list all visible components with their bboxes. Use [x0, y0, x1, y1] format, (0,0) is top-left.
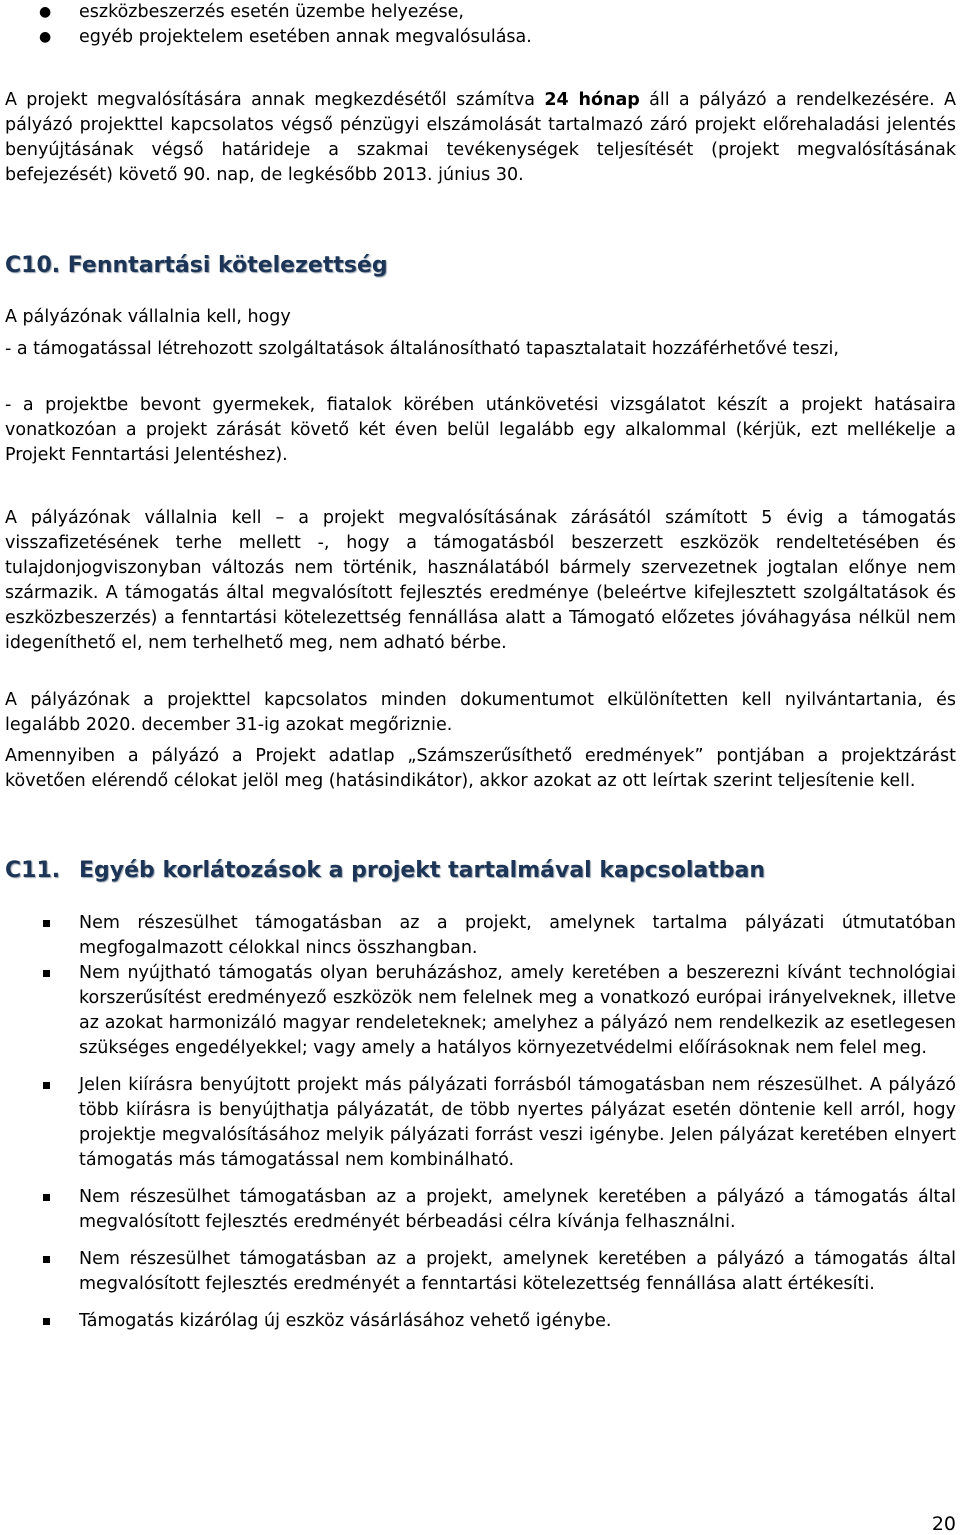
- list-item-text: Nem nyújtható támogatás olyan beruházáshoz, amely keretében a beszerezni kívánt technológiai korszerűsítést eredményező eszközök nem felelnek meg a vonatkozó európai irányelveknek, illetve az azokat harmonizáló magyar rendeleteknek; amelyhez a pályázó nem rendelkezik az esetlegesen szükséges engedélyekkel; vagy amely a hatályos környezetvédelmi előírásoknak nem felel meg.: [79, 963, 956, 1058]
- section-title: Egyéb korlátozások a projekt tartalmával kapcsolatban: [79, 858, 766, 883]
- duration-text-end: áll a pályázó a rendelkezésére. A pályázó projekttel kapcsolatos végső pénzügyi elszámolását tartalmazó záró projekt előrehaladási jelentés benyújtásának végső határideje a szakmai tevékenységek teljesítését (projekt megvalósításának befejezését) követő 90. nap, de legkésőbb 2013. június 30.: [5, 90, 956, 185]
- square-bullet-icon: [43, 970, 50, 977]
- section-number: C10.: [5, 253, 61, 278]
- c10-paragraph: Amennyiben a pályázó a Projekt adatlap „Számszerűsíthető eredmények” pontjában a projektzárást követően elérendő célokat jelöl meg (hatásindikátor), akkor azokat az ott leírtak szerint teljesítenie kell.: [5, 746, 956, 791]
- square-bullet-icon: [43, 1256, 50, 1263]
- duration-paragraph: [5, 88, 956, 188]
- bullet-icon: ●: [39, 29, 52, 45]
- page-number: 20: [931, 1513, 956, 1535]
- square-bullet-icon: [43, 1318, 50, 1325]
- list-item-text: Nem részesülhet támogatásban az a projekt, amelynek keretében a pályázó a támogatás által megvalósított fejlesztés eredményét bérbeadási célra kívánja felhasználni.: [79, 1187, 956, 1232]
- c11-list: [5, 911, 956, 1334]
- list-item-text: Nem részesülhet támogatásban az a projekt, amelynek keretében a pályázó a támogatás által megvalósított fejlesztés eredményét a fenntartási kötelezettség fennállása alatt értékesíti.: [79, 1249, 956, 1294]
- duration-months: 24 hónap: [544, 90, 640, 110]
- top-bullet-list: [5, 0, 956, 50]
- list-item: [5, 0, 956, 25]
- list-item: [5, 1073, 956, 1173]
- list-item-text: Jelen kiírásra benyújtott projekt más pályázati forrásból támogatásban nem részesülhet. A pályázó több kiírásra is benyújthatja pályázatát, de több nyertes pályázat esetén döntenie kell arról, hogy projektje megvalósításához melyik pályázati forrást veszi igénybe. Jelen pályázat keretében elnyert támogatás más támogatással nem kombinálható.: [79, 1075, 956, 1170]
- list-item: [5, 961, 956, 1061]
- list-item-text: Támogatás kizárólag új eszköz vásárlásához vehető igénybe.: [79, 1311, 612, 1331]
- c10-item: - a támogatással létrehozott szolgáltatások általánosítható tapasztalatait hozzáférhetővé teszi,: [5, 339, 839, 359]
- list-item: [5, 1247, 956, 1297]
- bullet-icon: ●: [39, 4, 52, 20]
- c10-intro: A pályázónak vállalnia kell, hogy: [5, 307, 291, 327]
- square-bullet-icon: [43, 920, 50, 927]
- list-item-text: Nem részesülhet támogatásban az a projekt, amelynek tartalma pályázati útmutatóban megfogalmazott célokkal nincs összhangban.: [79, 913, 956, 958]
- c10-paragraph: A pályázónak a projekttel kapcsolatos minden dokumentumot elkülönítetten kell nyilvántartania, és legalább 2020. december 31-ig azokat megőriznie.: [5, 690, 956, 735]
- section-c11-heading: [5, 856, 765, 886]
- list-item: [5, 25, 956, 50]
- list-item-text: eszközbeszerzés esetén üzembe helyezése,: [79, 2, 464, 22]
- c10-paragraph: A pályázónak vállalnia kell – a projekt megvalósításának zárásától számított 5 évig a támogatás visszafizetésének terhe mellett -, hogy a támogatásból beszerzett eszközök rendeltetésében és tulajdonjogviszonyban változás nem történik, használatából bármely szervezetnek jogtalan előnye nem származik. A támogatás által megvalósított fejlesztés eredménye (beleértve kifejlesztett szolgáltatások és eszközbeszerzés) a fenntartási kötelezettség fennállása alatt a Támogató előzetes jóváhagyása nélkül nem idegeníthető el, nem terhelhető meg, nem adható bérbe.: [5, 508, 956, 653]
- square-bullet-icon: [43, 1082, 50, 1089]
- section-number: C11.: [5, 858, 61, 883]
- list-item-text: egyéb projektelem esetében annak megvalósulása.: [79, 27, 532, 47]
- list-item: [5, 911, 956, 961]
- c10-item: - a projektbe bevont gyermekek, fiatalok körében utánkövetési vizsgálatot készít a projekt hatásaira vonatkozóan a projekt zárását követő két éven belül legalább egy alkalommal (kérjük, ezt mellékelje a Projekt Fenntartási Jelentéshez).: [5, 395, 956, 465]
- duration-text-start: A projekt megvalósítására annak megkezdésétől számítva: [5, 90, 545, 110]
- list-item: [5, 1309, 956, 1334]
- section-c10-heading: [5, 251, 388, 281]
- list-item: [5, 1185, 956, 1235]
- section-title: Fenntartási kötelezettség: [67, 253, 388, 278]
- square-bullet-icon: [43, 1194, 50, 1201]
